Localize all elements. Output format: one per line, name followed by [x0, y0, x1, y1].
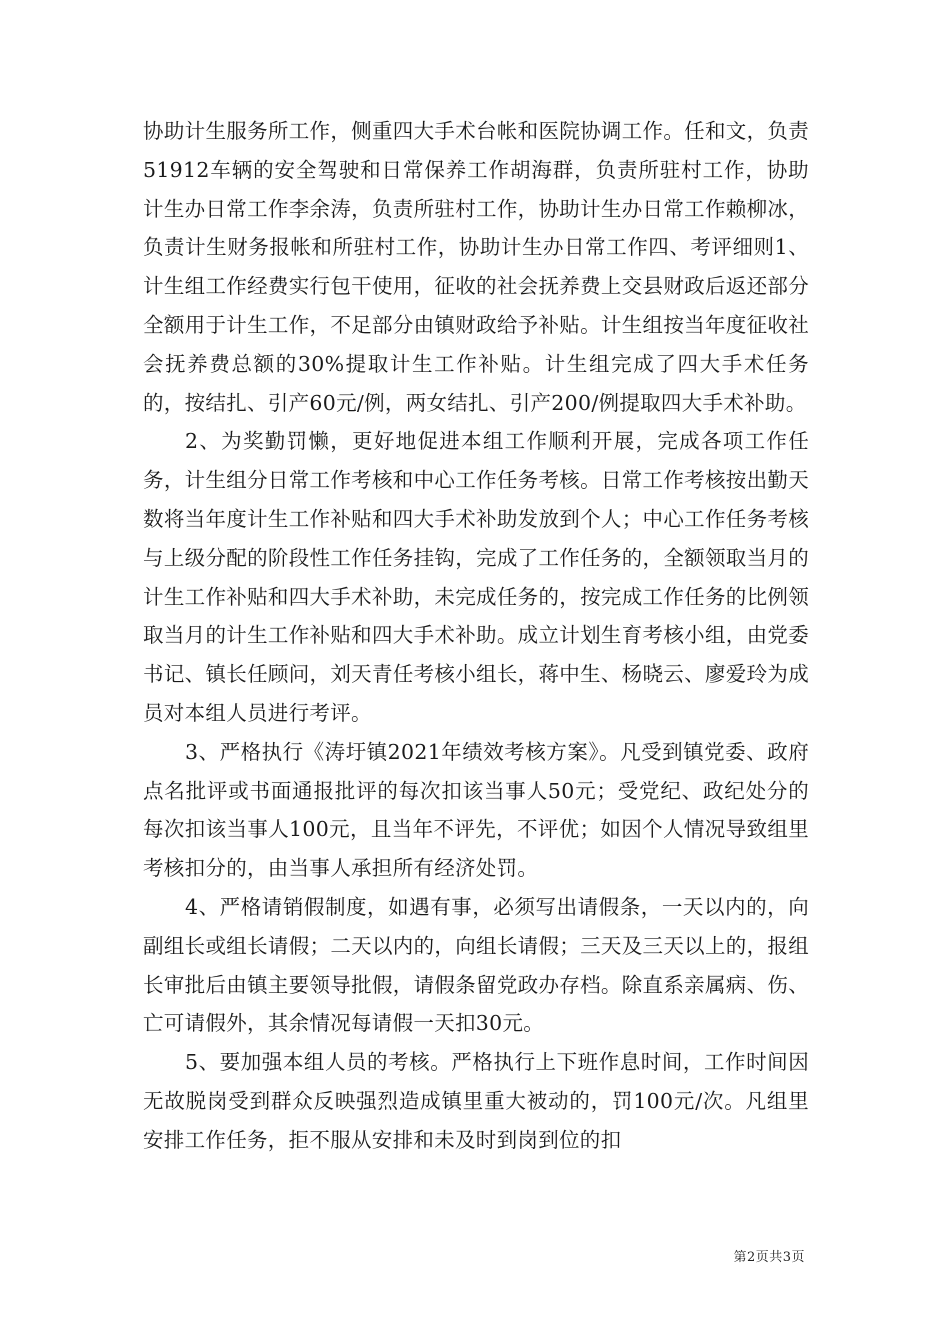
- paragraph-4: 4、严格请销假制度，如遇有事，必须写出请假条，一天以内的，向副组长或组长请假；二天以内的，向组长请假；三天及三天以上的，报组长审批后由镇主要领导批假，请假条留党政办存档。除直系亲属病、伤、亡可请假外，其余情况每请假一天扣30元。: [143, 894, 809, 1036]
- paragraph-1: 协助计生服务所工作，侧重四大手术台帐和医院协调工作。任和文，负责51912车辆的安全驾驶和日常保养工作胡海群，负责所驻村工作，协助计生办日常工作李余涛，负责所驻村工作，协助计生办日常工作赖柳冰，负责计生财务报帐和所驻村工作，协助计生办日常工作四、考评细则1、计生组工作经费实行包干使用，征收的社会抚养费上交县财政后返还部分全额用于计生工作，不足部分由镇财政给予补贴。计生组按当年度征收社会抚养费总额的30%提取计生工作补贴。计生组完成了四大手术任务的，按结扎、引产60元/例，两女结扎、引产200/例提取四大手术补助。: [143, 119, 809, 415]
- page-number-footer: 第2页共3页: [733, 1250, 805, 1265]
- paragraph-5: 5、要加强本组人员的考核。严格执行上下班作息时间，工作时间因无故脱岗受到群众反映强烈造成镇里重大被动的，罚100元/次。凡组里安排工作任务，拒不服从安排和未及时到岗到位的扣: [143, 1050, 809, 1152]
- paragraph-2: 2、为奖勤罚懒，更好地促进本组工作顺利开展，完成各项工作任务，计生组分日常工作考核和中心工作任务考核。日常工作考核按出勤天数将当年度计生工作补贴和四大手术补助发放到个人；中心工作任务考核与上级分配的阶段性工作任务挂钩，完成了工作任务的，全额领取当月的计生工作补贴和四大手术补助，未完成任务的，按完成工作任务的比例领取当月的计生工作补贴和四大手术补助。成立计划生育考核小组，由党委书记、镇长任顾问，刘天青任考核小组长，蒋中生、杨晓云、廖爱玲为成员对本组人员进行考评。: [143, 429, 809, 725]
- paragraph-3: 3、严格执行《涛圩镇2021年绩效考核方案》。凡受到镇党委、政府点名批评或书面通报批评的每次扣该当事人50元；受党纪、政纪处分的每次扣该当事人100元，且当年不评先，不评优；如因个人情况导致组里考核扣分的，由当事人承担所有经济处罚。: [143, 739, 809, 881]
- document-body: [143, 112, 809, 1160]
